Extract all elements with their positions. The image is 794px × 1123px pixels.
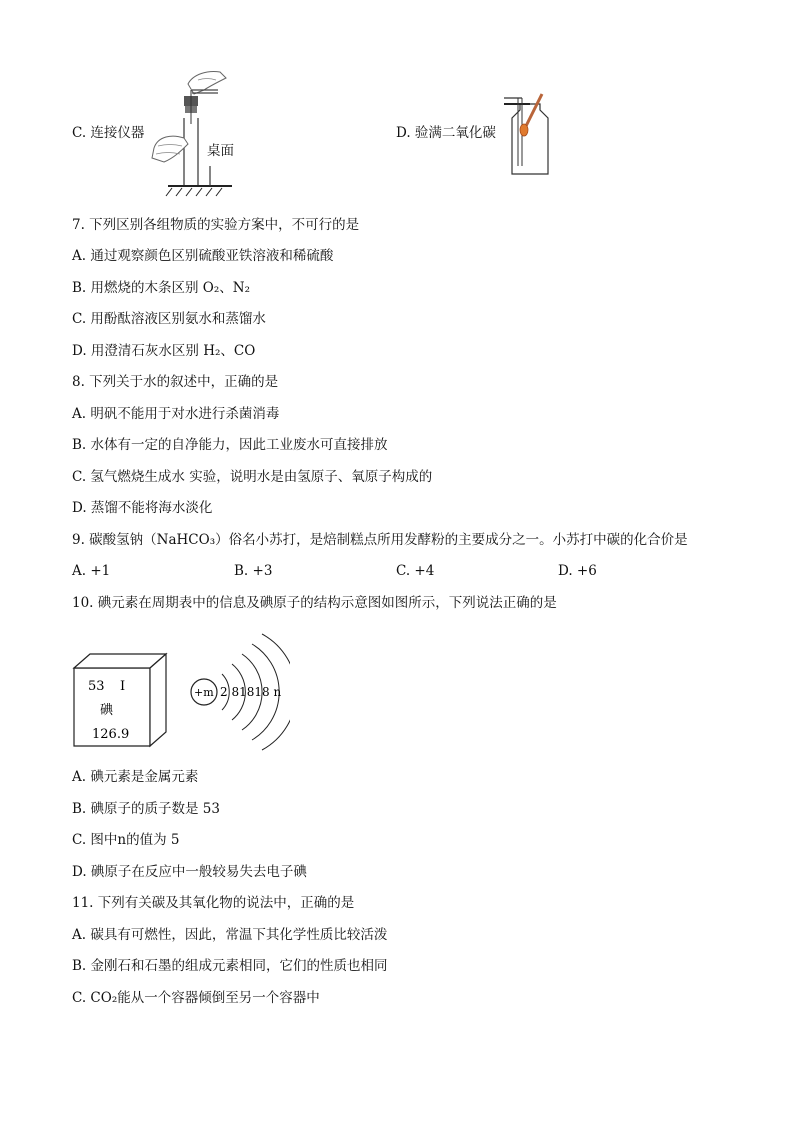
table-label: 桌面 [207, 143, 234, 159]
connect-apparatus-figure [148, 66, 238, 198]
q7-option-b: B. 用燃烧的木条区别 O₂、N₂ [72, 280, 250, 296]
q6-option-d: D. 验满二氧化碳 [396, 125, 496, 141]
q9-option-a: A. +1 [72, 563, 111, 579]
q8-option-b: B. 水体有一定的自净能力，因此工业废水可直接排放 [72, 437, 388, 453]
q8-option-c: C. 氢气燃烧生成水 实验，说明水是由氢原子、氧原子构成的 [72, 469, 433, 485]
gas-bottle-figure [500, 90, 560, 178]
q10-option-d: D. 碘原子在反应中一般较易失去电子碘 [72, 864, 307, 880]
q7-option-c: C. 用酚酞溶液区别氨水和蒸馏水 [72, 311, 266, 327]
q10-option-c: C. 图中n的值为 5 [72, 832, 180, 848]
q10-stem: 10. 碘元素在周期表中的信息及碘原子的结构示意图如图所示，下列说法正确的是 [72, 595, 557, 611]
q11-option-b: B. 金刚石和石墨的组成元素相同，它们的性质也相同 [72, 958, 388, 974]
atom-shells: 2 81818 n [220, 685, 282, 699]
element-number: 53 [88, 679, 105, 694]
element-mass: 126.9 [92, 727, 130, 742]
q9-option-d: D. +6 [558, 563, 597, 579]
q9-option-c: C. +4 [396, 563, 435, 579]
atom-nucleus: +m [194, 686, 214, 699]
q9-stem: 9. 碳酸氢钠（NaHCO₃）俗名小苏打，是焙制糕点所用发酵粉的主要成分之一。小苏打中碳的化合价是 [72, 532, 688, 548]
element-name: 碘 [100, 703, 114, 718]
q8-option-a: A. 明矾不能用于对水进行杀菌消毒 [72, 406, 280, 422]
q7-option-a: A. 通过观察颜色区别硫酸亚铁溶液和稀硫酸 [72, 248, 334, 264]
q9-option-b: B. +3 [234, 563, 273, 579]
q7-stem: 7. 下列区别各组物质的实验方案中，不可行的是 [72, 217, 360, 233]
q8-option-d: D. 蒸馏不能将海水淡化 [72, 500, 213, 516]
q11-stem: 11. 下列有关碳及其氧化物的说法中，正确的是 [72, 895, 355, 911]
q11-option-a: A. 碳具有可燃性，因此，常温下其化学性质比较活泼 [72, 927, 388, 943]
iodine-figure [70, 628, 290, 752]
q10-option-a: A. 碘元素是金属元素 [72, 769, 199, 785]
q10-option-b: B. 碘原子的质子数是 53 [72, 801, 220, 817]
q8-stem: 8. 下列关于水的叙述中，正确的是 [72, 374, 279, 390]
q6-option-c: C. 连接仪器 [72, 125, 145, 141]
element-symbol: I [120, 679, 126, 694]
q11-option-c: C. CO₂能从一个容器倾倒至另一个容器中 [72, 990, 320, 1006]
q7-option-d: D. 用澄清石灰水区别 H₂、CO [72, 343, 256, 359]
